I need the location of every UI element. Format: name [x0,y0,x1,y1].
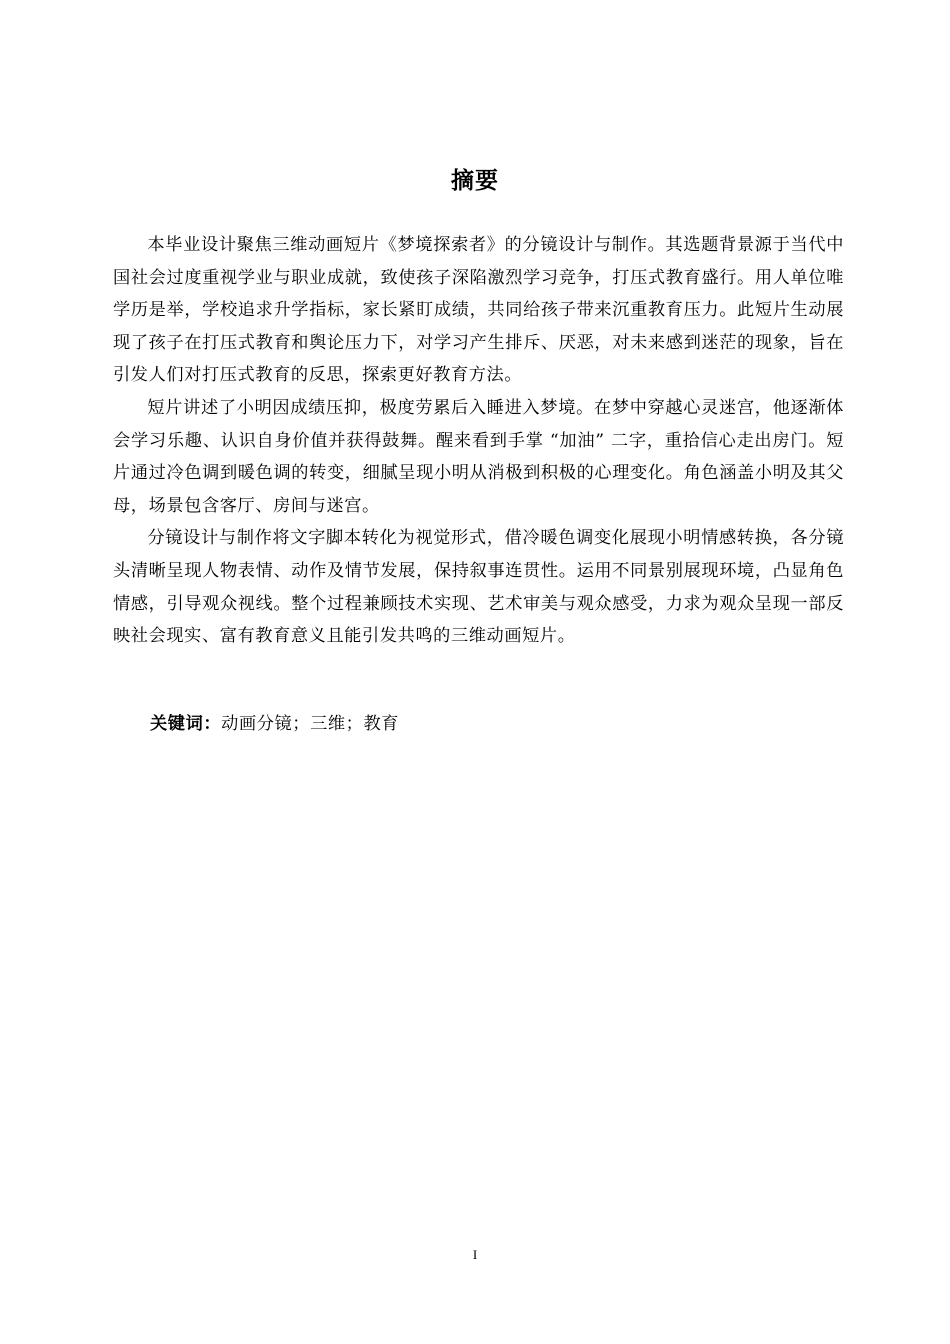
keywords-line [150,708,399,740]
abstract-title: 摘要 [451,168,499,194]
keywords-value: 动画分镜；三维；教育 [221,714,400,734]
keywords-label: 关键词： [150,714,222,734]
abstract-paragraph-3: 分镜设计与制作将文字脚本转化为视觉形式，借冷暖色调变化展现小明情感转换，各分镜头清晰呈现人物表情、动作及情节发展，保持叙事连贯性。运用不同景别展现环境，凸显角色情感，引导观众视线。整个过程兼顾技术实现、艺术审美与观众感受，力求为观众呈现一部反映社会现实、富有教育意义且能引发共鸣的三维动画短片。 [113,528,844,647]
abstract-paragraph-2: 短片讲述了小明因成绩压抑，极度劳累后入睡进入梦境。在梦中穿越心灵迷宫，他逐渐体会学习乐趣、认识自身价值并获得鼓舞。醒来看到手掌 “加油” 二字，重拾信心走出房门。短片通过冷色调到暖色调的转变，细腻呈现小明从消极到积极的心理变化。角色涵盖小明及其父母，场景包含客厅、房间与迷宫。 [113,397,844,516]
abstract-paragraph-1: 本毕业设计聚焦三维动画短片《梦境探索者》的分镜设计与制作。其选题背景源于当代中国社会过度重视学业与职业成就，致使孩子深陷激烈学习竞争，打压式教育盛行。用人单位唯学历是举，学校追求升学指标，家长紧盯成绩，共同给孩子带来沉重教育压力。此短片生动展现了孩子在打压式教育和舆论压力下，对学习产生排斥、厌恶，对未来感到迷茫的现象，旨在引发人们对打压式教育的反思，探索更好教育方法。 [113,235,844,386]
page-number: I [472,1247,478,1262]
abstract-body [113,229,844,653]
